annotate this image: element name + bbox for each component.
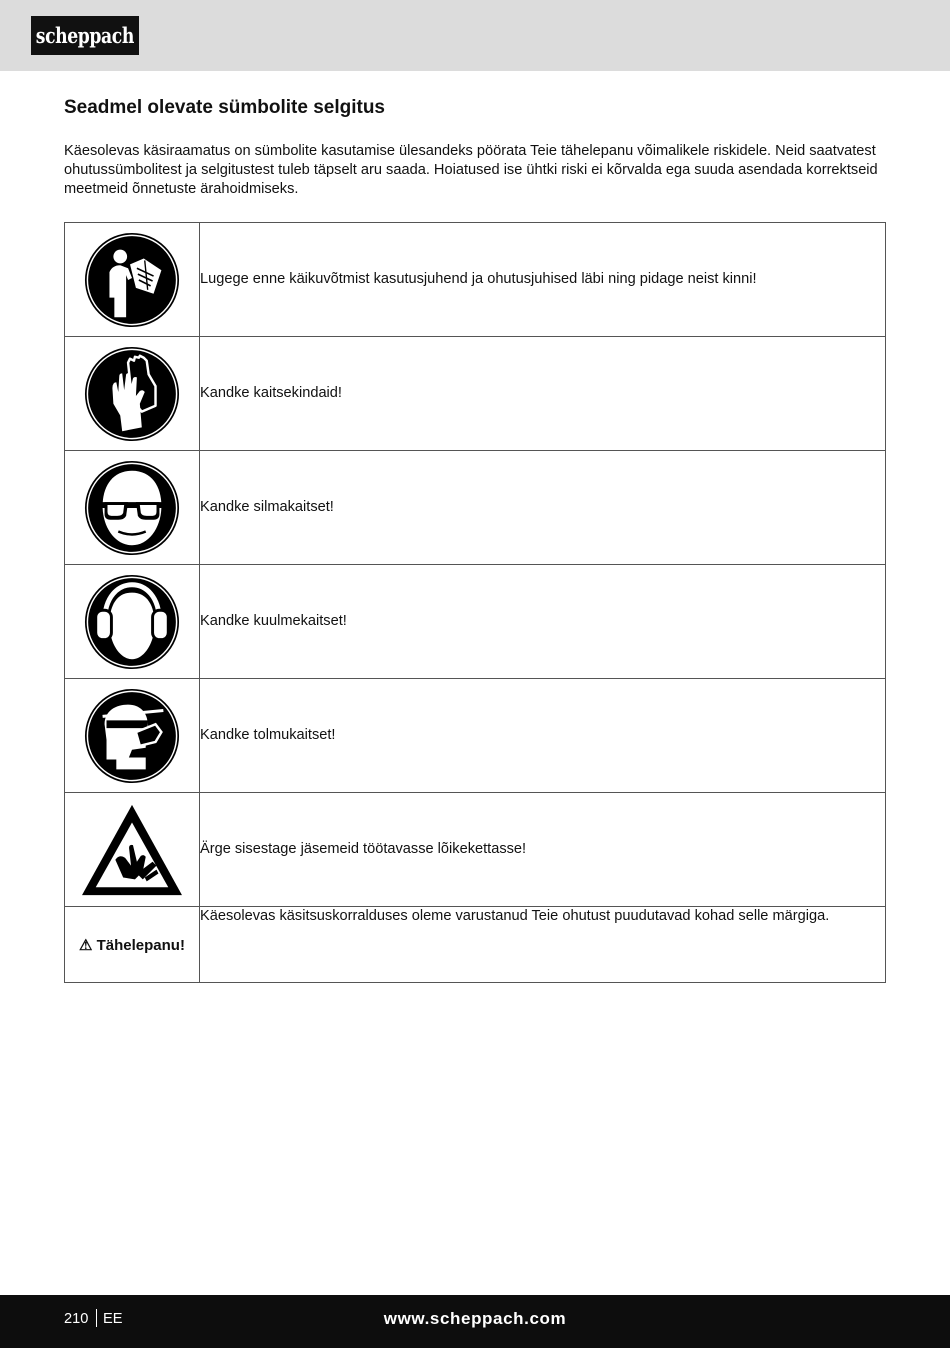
table-row [65, 337, 886, 451]
page-number: 210 [64, 1311, 89, 1327]
symbol-description: Kandke kaitsekindaid! [200, 337, 886, 451]
table-row [65, 451, 886, 565]
website-link[interactable]: www.scheppach.com [383, 1309, 567, 1328]
table-row [65, 793, 886, 907]
table-row [65, 679, 886, 793]
attention-text: Tähelepanu! [96, 936, 185, 954]
warning-icon: ⚠ [79, 936, 93, 954]
symbol-description: Kandke silmakaitset! [200, 451, 886, 565]
gloves-icon [83, 345, 181, 443]
symbol-description: Ärge sisestage jäsemeid töötavasse lõikekettasse! [200, 793, 886, 907]
ear-protection-icon [83, 573, 181, 671]
language-code: EE [103, 1311, 123, 1327]
table-row [65, 565, 886, 679]
page-title: Seadmel olevate sümbolite selgitus [64, 97, 385, 118]
read-manual-icon [83, 231, 181, 329]
attention-label [65, 907, 200, 983]
hand-injury-warning-icon [78, 801, 186, 899]
intro-paragraph: Käesolevas käsiraamatus on sümbolite kasutamise ülesandeks pöörata Teie tähelepanu võimalikele riskidele. Neid saatvatest ohutussümbolitest ja selgitustest tuleb täpselt aru saada. Hoiatused ise ühtki riski ei kõrvalda ega suuda asendada korrektseid meetmeid õnnetuste ärahoidmiseks. [64, 143, 878, 197]
attention-description: Käesolevas käsitsuskorralduses oleme varustanud Teie ohutust puudutavad kohad selle märgiga. [200, 907, 886, 983]
eye-protection-icon [83, 459, 181, 557]
table-row [65, 223, 886, 337]
scheppach-logo: scheppach [31, 16, 139, 55]
page-header [0, 0, 950, 71]
page-footer [0, 1295, 950, 1348]
table-row [65, 907, 886, 983]
symbol-description: Lugege enne käikuvõtmist kasutusjuhend ja ohutusjuhised läbi ning pidage neist kinni! [200, 223, 886, 337]
symbols-table [64, 222, 886, 983]
symbol-description: Kandke tolmukaitset! [200, 679, 886, 793]
dust-mask-icon [83, 687, 181, 785]
symbol-description: Kandke kuulmekaitset! [200, 565, 886, 679]
